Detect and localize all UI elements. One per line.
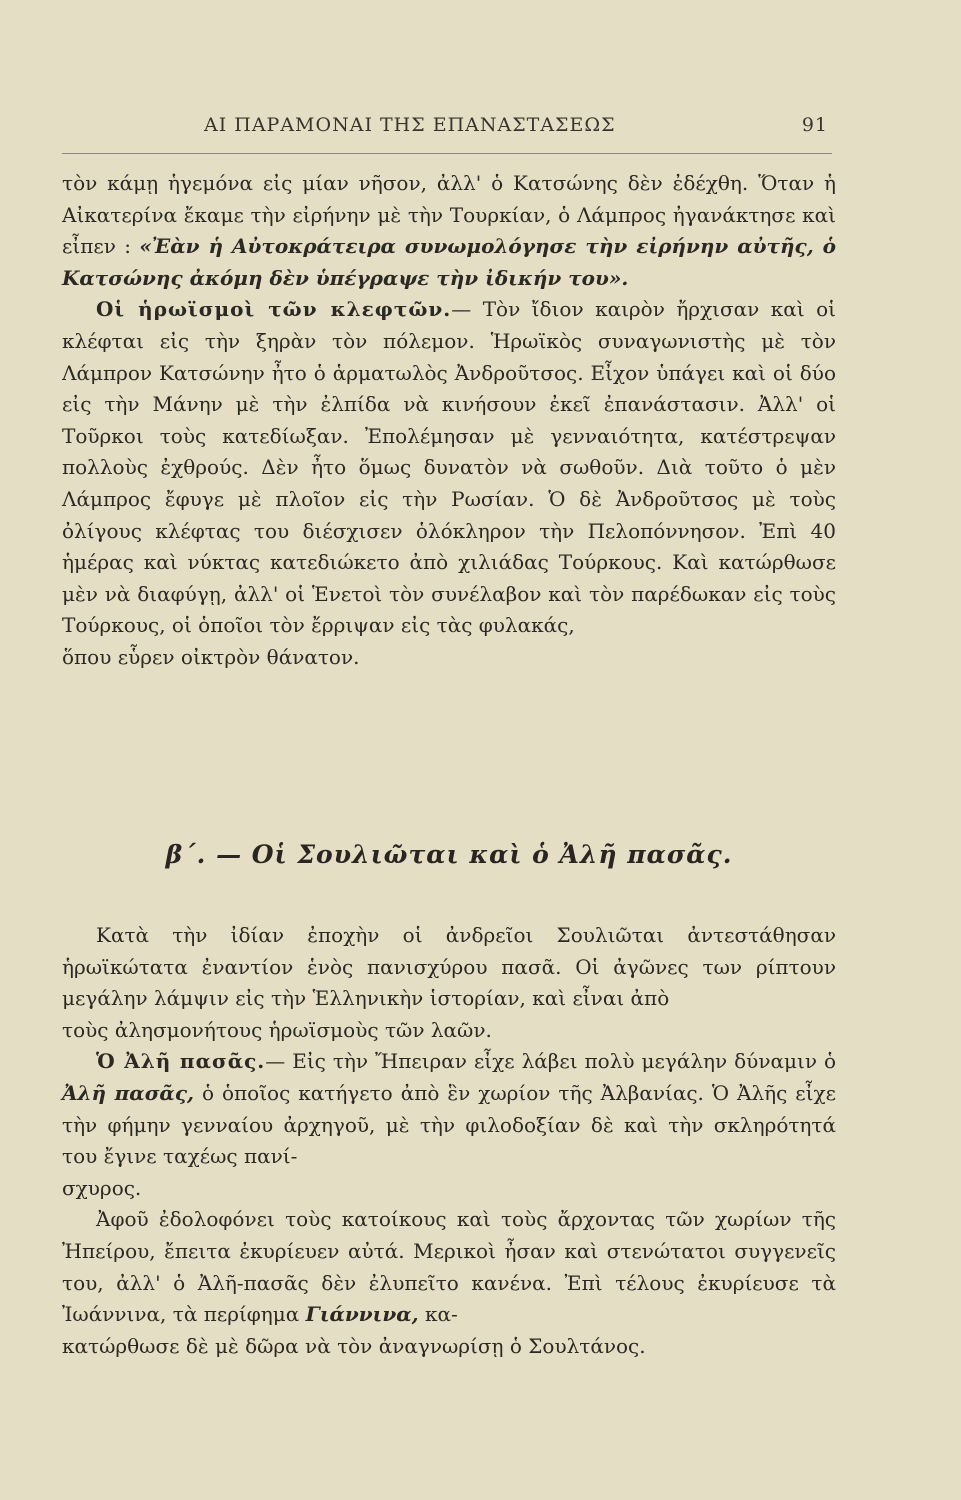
paragraph-last-line: ὅπου εὗρεν οἰκτρὸν θάνατον. — [62, 644, 360, 669]
paragraph: Κατὰ τὴν ἰδίαν ἐποχὴν οἱ ἀνδρεῖοι Σουλιῶται ἀντεστάθησαν ἡρωϊκώτατα ἐναντίον ἑνὸς πανισχύρου πασᾶ. Οἱ ἀγῶνες των ρίπτουν μεγάλην λάμψιν εἰς τὴν Ἑλληνικὴν ἱστορίαν, καὶ εἶναι ἀπὸ — [62, 923, 836, 1011]
paragraph — [62, 294, 836, 642]
section-2-body — [62, 920, 836, 1362]
paragraph-last-line: σχυρος. — [62, 1175, 142, 1200]
paragraph — [62, 1204, 836, 1330]
paragraph-text: — Τὸν ἴδιον καιρὸν ἤρχισαν καὶ οἱ κλέφται εἰς τὴν ξηρὰν τὸν πόλεμον. Ἡρωϊκὸς συναγωνιστὴς μὲ τὸν Λάμπρον Κατσώνην ἦτο ὁ ἁρματωλὸς Ἀνδροῦτσος. Εἶχον ὑπάγει καὶ οἱ δύο εἰς τὴν Μάνην μὲ τὴν ἐλπίδα νὰ κινήσουν ἐκεῖ ἐπανάστασιν. Ἀλλ' οἱ Τοῦρκοι τοὺς κατεδίωξαν. Ἐπολέμησαν μὲ γενναιότητα, κατέστρεψαν πολλοὺς ἐχθρούς. Δὲν ἦτο ὅμως δυνατὸν νὰ σωθοῦν. Διὰ τοῦτο ὁ μὲν Λάμπρος ἔφυγε μὲ πλοῖον εἰς τὴν Ρωσίαν. Ὁ δὲ Ἀνδροῦτσος μὲ τοὺς ὀλίγους κλέφτας του διέσχισεν ὁλόκληρον τὴν Πελοπόννησον. Ἐπὶ 40 ἡμέρας καὶ νύκτας κατεδιώκετο ἀπὸ χιλιάδας Τούρκους. Καὶ κατώρθωσε μὲν νὰ διαφύγῃ, ἀλλ' οἱ Ἑνετοὶ τὸν συνέλαβον καὶ τὸν παρέδωκαν εἰς τοὺς Τούρκους, οἱ ὁποῖοι τὸν ἔρριψαν εἰς τὰς φυλακάς, — [62, 297, 836, 638]
run-in-heading: Οἱ ἡρωϊσμοὶ τῶν κλεφτῶν. — [96, 297, 452, 322]
paragraph-text: κα- — [424, 1302, 458, 1327]
section-heading: β΄. — Οἱ Σουλιῶται καὶ ὁ Ἀλῆ πασᾶς. — [165, 840, 733, 869]
paragraph-last-line: κατώρθωσε δὲ μὲ δῶρα νὰ τὸν ἀναγνωρίσῃ ὁ Σουλτάνος. — [62, 1333, 646, 1358]
name-emphasis: Ἀλῆ πασᾶς, — [62, 1080, 194, 1105]
name-emphasis: Γιάννινα, — [305, 1302, 419, 1327]
paragraph-text: — Εἰς τὴν Ἤπειραν εἶχε λάβει πολὺ μεγάλην δύναμιν ὁ — [265, 1049, 836, 1074]
paragraph-last-line: τοὺς ἀλησμονήτους ἡρωϊσμοὺς τῶν λαῶν. — [62, 1017, 492, 1042]
run-in-heading: Ὁ Ἀλῆ πασᾶς. — [96, 1049, 266, 1074]
header-rule — [62, 153, 832, 154]
quotation: «Ἐὰν ἡ Αὐτοκράτειρα συνωμολόγησε τὴν εἰρήνην αὐτῆς, ὁ Κατσώνης ἀκόμη δὲν ὑπέγραψε τὴν ἰδικήν του». — [62, 234, 836, 290]
paragraph — [62, 1046, 836, 1172]
section-1-body — [62, 168, 836, 674]
paragraph — [62, 168, 836, 294]
paragraph-text: ὁ ὁποῖος κατήγετο ἀπὸ ἓν χωρίον τῆς Ἀλβανίας. Ὁ Ἀλῆς εἶχε τὴν φήμην γενναίου ἀρχηγοῦ, μὲ τὴν φιλοδοξίαν δὲ καὶ τὴν σκληρότητά του ἔγινε ταχέως πανί- — [62, 1080, 836, 1169]
page-header — [196, 114, 828, 144]
paragraph-text: Ἀφοῦ ἐδολοφόνει τοὺς κατοίκους καὶ τοὺς ἄρχοντας τῶν χωρίων τῆς Ἠπείρου, ἔπειτα ἐκυρίευεν αὐτά. Μερικοὶ ἦσαν καὶ στενώτατοι συγγενεῖς του, ἀλλ' ὁ Ἀλῆ-πασᾶς δὲν ἐλυπεῖτο κανένα. Ἐπὶ τέλους ἐκυρίευσε τὰ Ἰωάννινα, τὰ περίφημα — [62, 1207, 836, 1327]
running-title: ΑΙ ΠΑΡΑΜΟΝΑΙ ΤΗΣ ΕΠΑΝΑΣΤΑΣΕΩΣ — [204, 114, 616, 136]
page-number: 91 — [801, 114, 828, 136]
paragraph-text: τὸν κάμῃ ἡγεμόνα εἰς μίαν νῆσον, ἀλλ' ὁ Κατσώνης δὲν ἐδέχθη. Ὅταν ἡ Αἰκατερίνα ἔκαμε τὴν εἰρήνην μὲ τὴν Τουρκίαν, ὁ Λάμπρος ἠγανάκτησε καὶ εἶπεν : — [62, 171, 836, 259]
